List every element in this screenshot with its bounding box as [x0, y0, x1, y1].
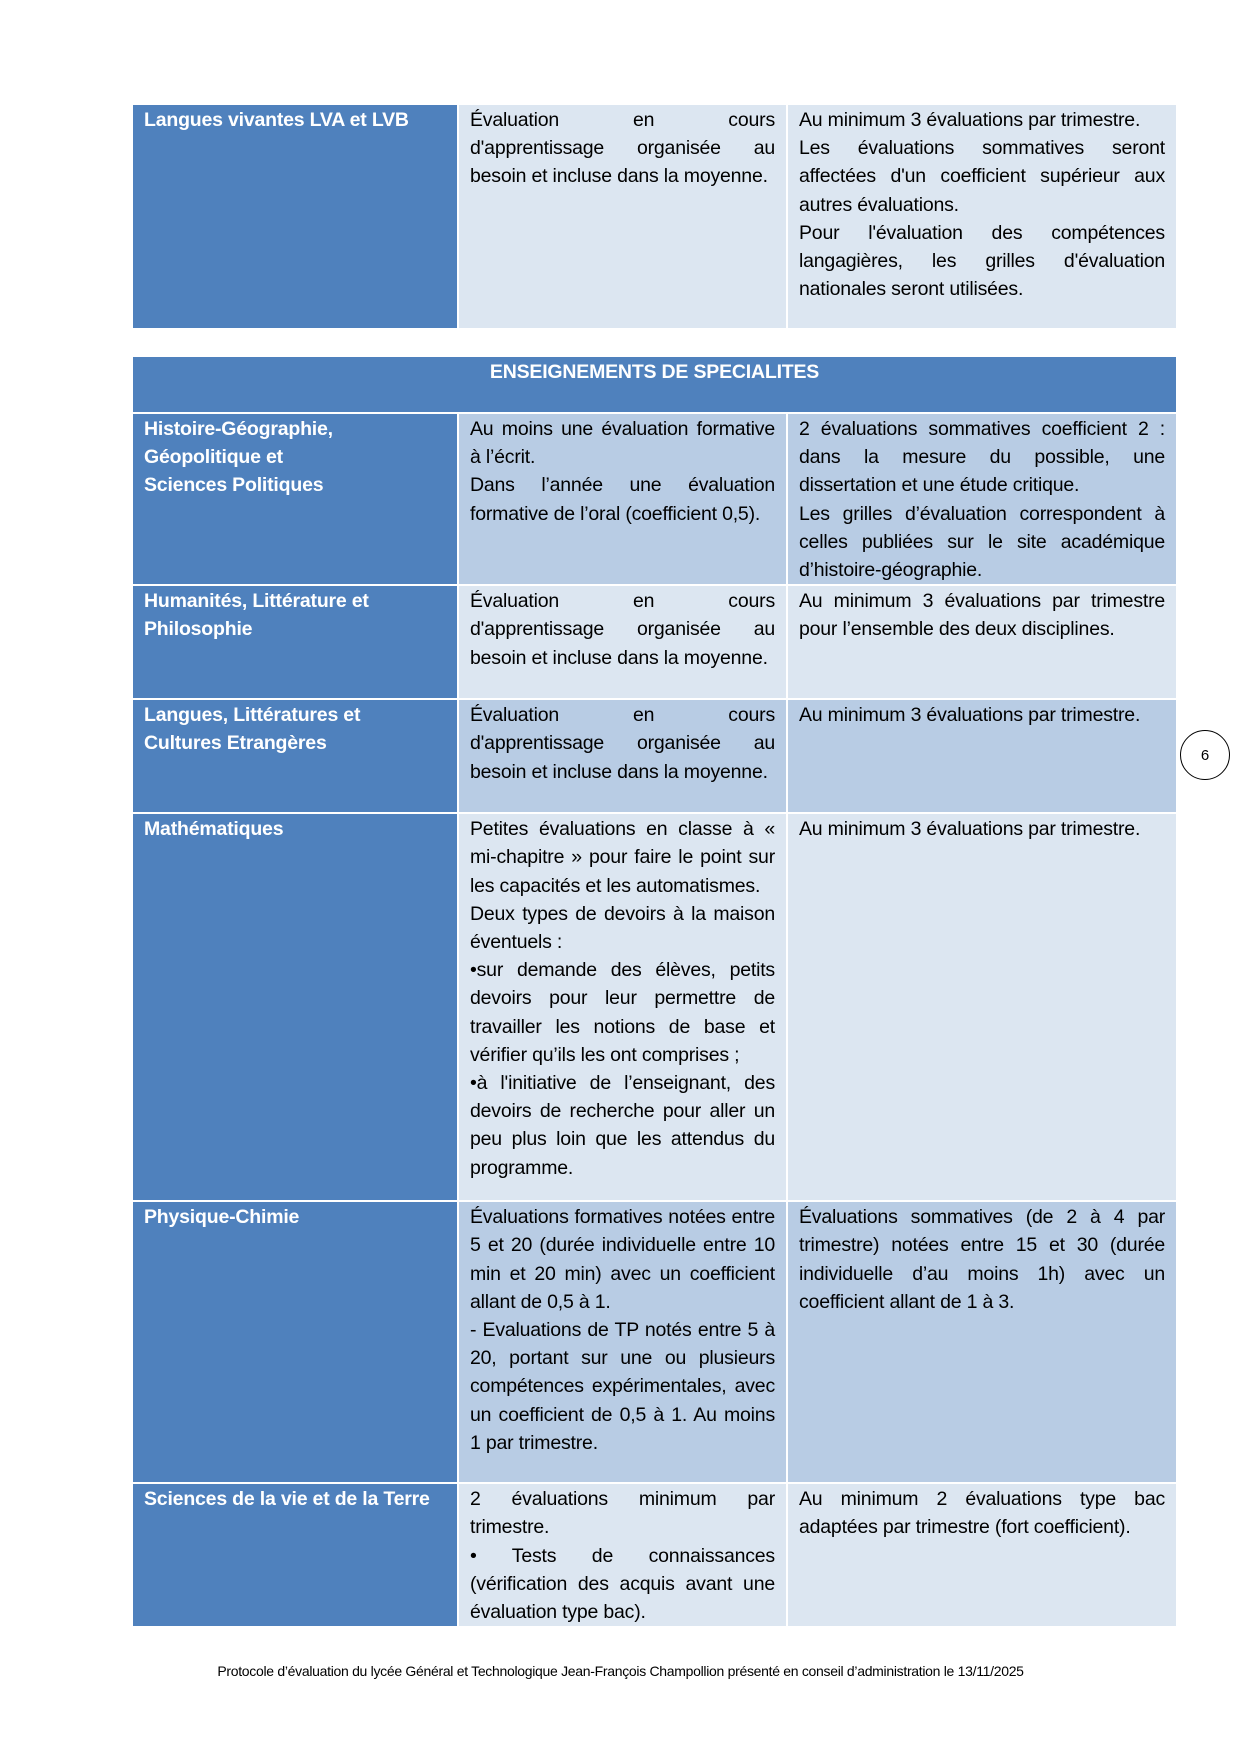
cell-paragraph: Pour l'évaluation des compétences langagières, les grilles d'évaluation nationales seront utilisées.: [799, 221, 1165, 301]
cell-paragraph: Au minimum 3 évaluations par trimestre pour l’ensemble des deux disciplines.: [799, 590, 1166, 641]
subject-name-line: Physique-Chimie: [144, 1206, 300, 1229]
cell-paragraph: Évaluations sommatives (de 2 à 4 par trimestre) notées entre 15 et 30 (durée individuelle d’au moins 1h) avec un coefficient allant de 1 à 3.: [799, 1206, 1166, 1313]
subject-cell: [133, 1483, 458, 1627]
cell-paragraph: Au minimum 3 évaluations par trimestre.: [799, 704, 1141, 727]
cell-paragraph: 2 évaluations sommatives coefficient 2 : dans la mesure du possible, une dissertation et une étude critique.: [799, 418, 1166, 497]
subject-name-line: Sciences de la vie et de la Terre: [144, 1488, 430, 1511]
subject-cell: [133, 699, 458, 813]
formative-cell: [458, 585, 787, 699]
table-row: [133, 813, 1176, 1201]
summative-cell: [787, 413, 1176, 585]
section-title: ENSEIGNEMENTS DE SPECIALITES: [133, 357, 1176, 413]
table-row: [133, 413, 1176, 585]
cell-paragraph: Les évaluations sommatives seront affectées d'un coefficient supérieur aux autres évaluations.: [799, 137, 1165, 216]
cell-paragraph: Petites évaluations en classe à « mi-chapitre » pour faire le point sur les capacités et les automatismes.: [470, 818, 775, 897]
subject-name-line: Humanités, Littérature et: [144, 590, 369, 613]
subject-cell: [133, 585, 458, 699]
subject-name-line: Histoire-Géographie,: [144, 418, 333, 440]
formative-cell: [458, 1483, 787, 1627]
cell-paragraph: - Evaluations de TP notés entre 5 à 20, portant sur une ou plusieurs compétences expérimentales, avec un coefficient de 0,5 à 1. Au moins 1 par trimestre.: [470, 1319, 775, 1454]
cell-paragraph: Dans l’année une évaluation formative de l’oral (coefficient 0,5).: [470, 474, 775, 525]
subject-name-line: Géopolitique et: [144, 446, 283, 469]
page-footer: Protocole d’évaluation du lycée Général et Technologique Jean-François Champollion présenté en conseil d’administration le 13/11/2025: [217, 1663, 1024, 1679]
cell-paragraph: Les grilles d’évaluation correspondent à celles publiées sur le site académique d’histoire-géographie.: [799, 502, 1166, 582]
cell-paragraph: •sur demande des élèves, petits devoirs pour leur permettre de travailler les notions de base et vérifier qu’ils les ont comprises ;: [470, 959, 775, 1066]
table-row: [133, 699, 1176, 813]
summative-cell: [787, 105, 1176, 329]
cell-paragraph: Évaluation en cours d'apprentissage organisée au besoin et incluse dans la moyenne.: [470, 590, 775, 669]
page-number-badge: [1180, 730, 1230, 780]
cell-paragraph: •à l'initiative de l’enseignant, des devoirs de recherche pour aller un peu plus loin que les attendus du programme.: [470, 1072, 775, 1179]
formative-cell: [458, 813, 787, 1201]
subject-name: Langues vivantes LVA et LVB: [144, 109, 409, 131]
evaluation-table-specialites: [133, 357, 1176, 1628]
subject-cell: [133, 413, 458, 585]
section-header-row: [133, 357, 1176, 413]
formative-cell: [458, 105, 787, 329]
table-row: [133, 1483, 1176, 1627]
table-row: [133, 105, 1176, 329]
summative-cell: [787, 699, 1176, 813]
cell-paragraph: Deux types de devoirs à la maison éventuels :: [470, 902, 775, 954]
cell-paragraph: Évaluation en cours d'apprentissage organisée au besoin et incluse dans la moyenne.: [470, 704, 775, 783]
subject-name-line: Cultures Etrangères: [144, 732, 327, 755]
table-row: [133, 1201, 1176, 1483]
page-number: 6: [1200, 746, 1210, 764]
cell-paragraph: Au moins une évaluation formative à l’écrit.: [470, 418, 775, 469]
cell-paragraph: 2 évaluations minimum par trimestre.: [470, 1488, 775, 1539]
formative-cell: [458, 699, 787, 813]
cell-paragraph: Au minimum 3 évaluations par trimestre.: [799, 109, 1141, 131]
subject-name-line: Sciences Politiques: [144, 474, 324, 497]
cell-paragraph: Évaluations formatives notées entre 5 et 20 (durée individuelle entre 10 min et 20 min) avec un coefficient allant de 0,5 à 1.: [470, 1206, 775, 1313]
subject-cell: [133, 105, 458, 329]
summative-cell: [787, 1201, 1176, 1483]
subject-name-line: Mathématiques: [144, 818, 284, 841]
summative-cell: [787, 813, 1176, 1201]
cell-paragraph: • Tests de connaissances (vérification des acquis avant une évaluation type bac).: [470, 1544, 775, 1624]
cell-paragraph: Au minimum 2 évaluations type bac adaptées par trimestre (fort coefficient).: [799, 1488, 1166, 1539]
subject-name-line: Philosophie: [144, 618, 253, 641]
evaluation-table-languages: [133, 105, 1176, 330]
formative-cell: [458, 413, 787, 585]
cell-paragraph: Au minimum 3 évaluations par trimestre.: [799, 818, 1141, 841]
summative-cell: [787, 1483, 1176, 1627]
subject-cell: [133, 1201, 458, 1483]
summative-cell: [787, 585, 1176, 699]
formative-cell: [458, 1201, 787, 1483]
cell-paragraph: Évaluation en cours d'apprentissage organisée au besoin et incluse dans la moyenne.: [470, 109, 775, 188]
subject-name-line: Langues, Littératures et: [144, 704, 361, 727]
table-row: [133, 585, 1176, 699]
subject-cell: [133, 813, 458, 1201]
